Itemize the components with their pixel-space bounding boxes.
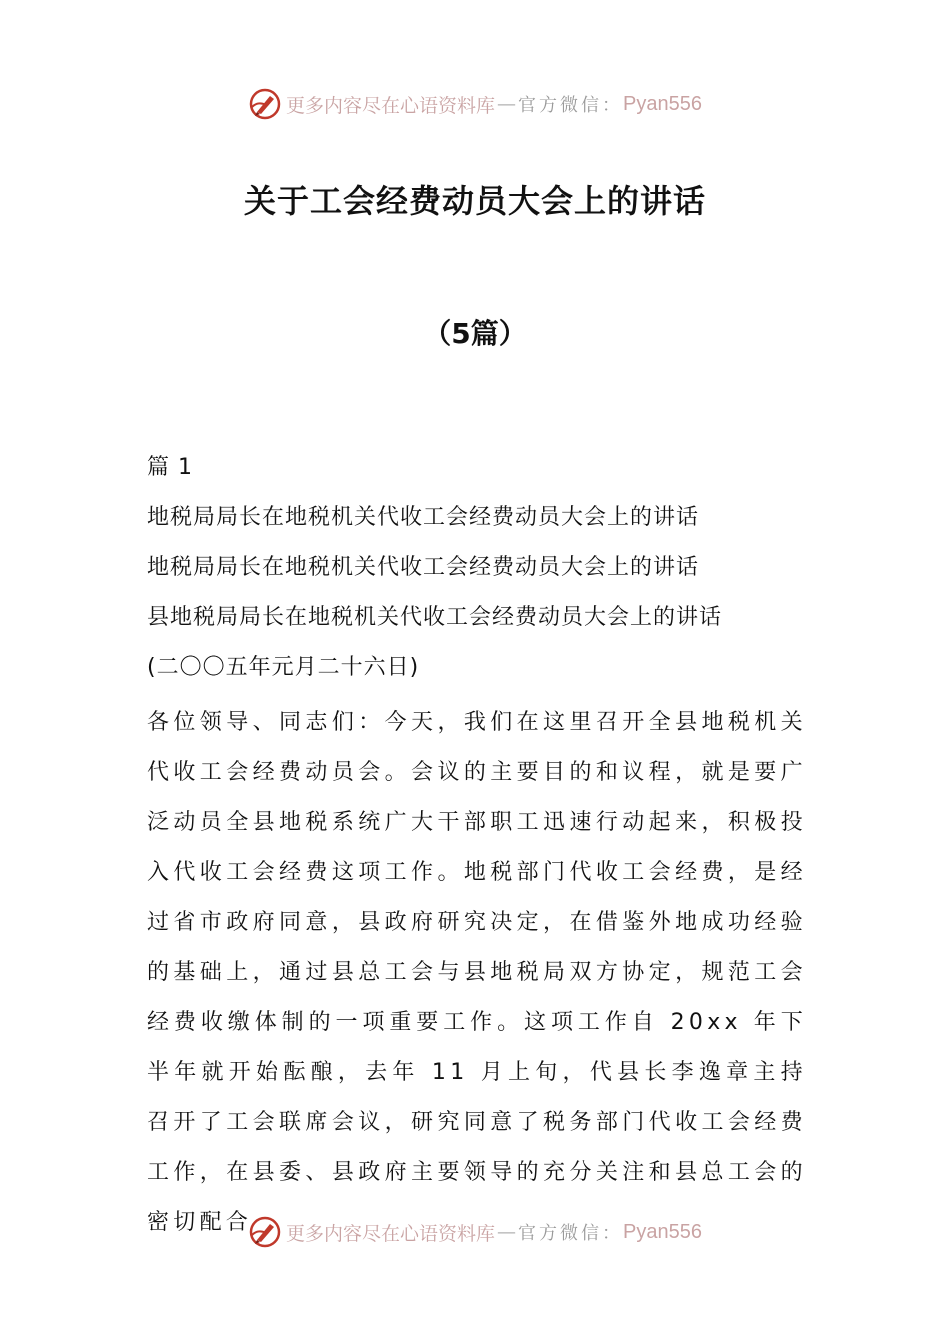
- pen-logo-icon: [248, 1215, 282, 1249]
- heading-line-3: 县地税局局长在地税机关代收工会经费动员大会上的讲话: [147, 605, 723, 630]
- watermark-wechat-label: 官方微信：: [518, 1223, 624, 1244]
- section-label: 篇 1: [147, 455, 193, 480]
- document-title: 关于工会经费动员大会上的讲话: [243, 182, 706, 220]
- watermark-wechat-label: 官方微信：: [518, 95, 624, 116]
- pen-logo-icon: [248, 87, 282, 121]
- watermark-wechat-id: Pyan556: [623, 92, 702, 115]
- heading-line-2: 地税局局长在地税机关代收工会经费动员大会上的讲话: [147, 555, 700, 580]
- body-paragraph: 各位领导、同志们：今天，我们在这里召开全县地税机关代收工会经费动员会。会议的主要目的和议程，就是要广泛动员全县地税系统广大干部职工迅速行动起来，积极投入代收工会经费这项工作。地税部门代收工会经费，是经过省市政府同意，县政府研究决定，在借鉴外地成功经验的基础上，通过县总工会与县地税局双方协定，规范工会经费收缴体制的一项重要工作。这项工作自 20xx 年下半年就开始酝酿，去年 11 月上旬，代县长李逸章主持召开了工会联席会议，研究同意了税务部门代收工会经费工作，在县委、县政府主要领导的充分关注和县总工会的密切配合: [147, 710, 807, 1235]
- footer-watermark: [0, 1212, 950, 1252]
- watermark-text: 更多内容尽在心语资料库: [286, 94, 496, 117]
- heading-line-1: 地税局局长在地税机关代收工会经费动员大会上的讲话: [147, 505, 700, 530]
- watermark-separator: —: [497, 93, 517, 115]
- document-body: [147, 446, 807, 1248]
- watermark-wechat-id: Pyan556: [623, 1220, 702, 1243]
- header-watermark: [0, 84, 950, 124]
- watermark-separator: —: [497, 1221, 517, 1243]
- date-line: (二〇〇五年元月二十六日): [147, 655, 420, 680]
- document-subtitle: （5篇）: [423, 317, 527, 350]
- watermark-text: 更多内容尽在心语资料库: [286, 1222, 496, 1245]
